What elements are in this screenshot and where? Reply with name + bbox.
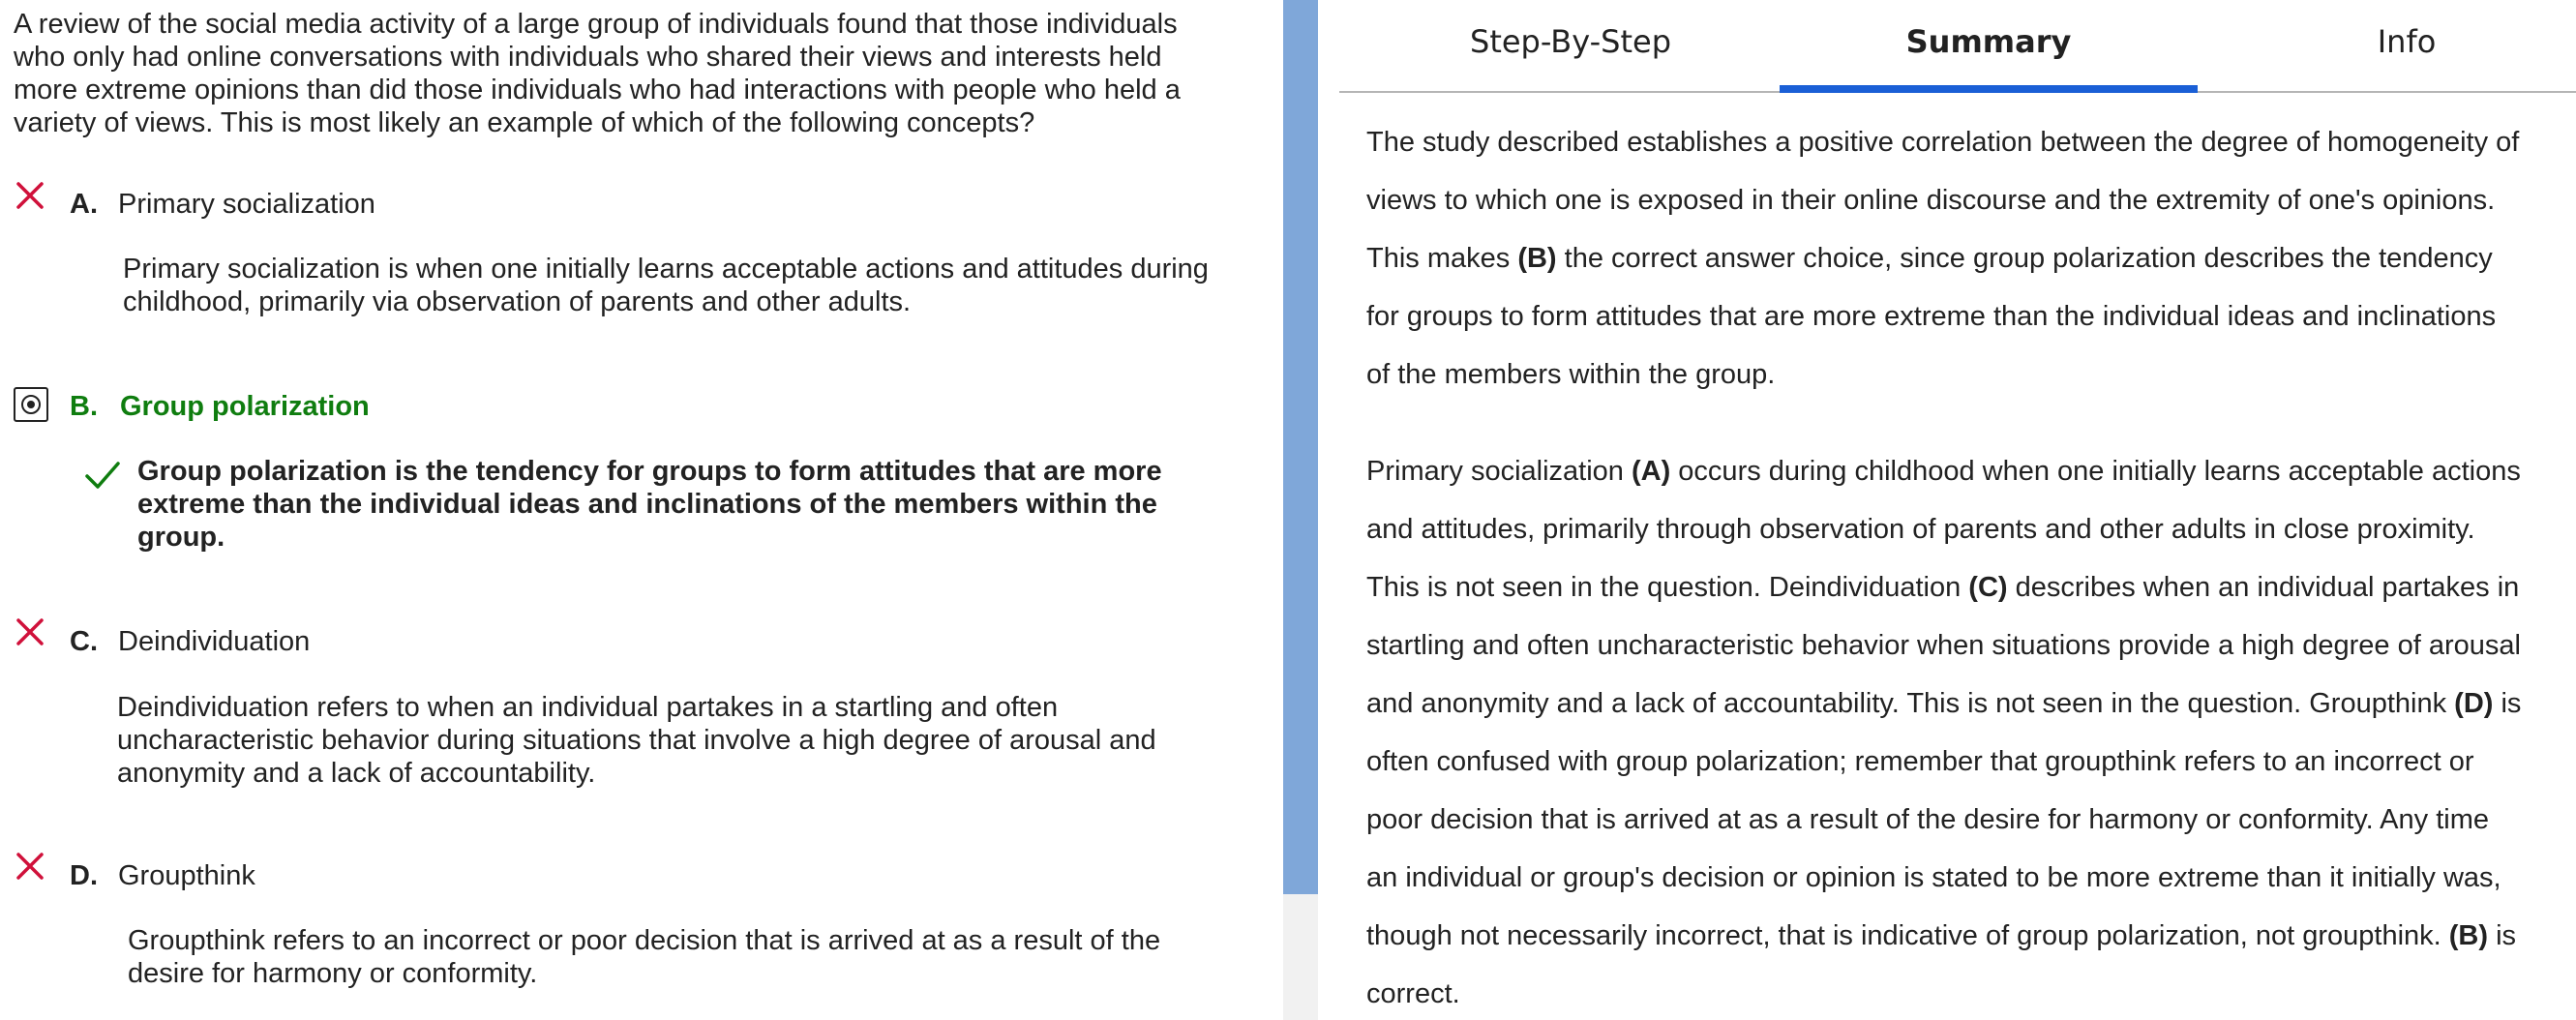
tab-summary[interactable]: Summary <box>1905 23 2072 60</box>
question-panel <box>0 0 1283 1020</box>
explanation-panel <box>1318 0 2576 1020</box>
choice-letter: D. <box>70 860 98 891</box>
tab-info[interactable]: Info <box>2377 23 2437 60</box>
answer-reference: (D) <box>2454 688 2494 719</box>
choice-letter: C. <box>70 626 98 657</box>
choice-explanation <box>137 455 1270 554</box>
x-icon <box>15 181 45 210</box>
tab-bar <box>1339 0 2576 93</box>
explanation-line: anonymity and a lack of accountability. <box>117 758 596 789</box>
choice-letter: B. <box>70 391 98 422</box>
x-icon <box>15 617 45 646</box>
choice-explanation <box>128 924 1270 990</box>
explanation-line: Primary socialization is when one initially learns acceptable actions and attitudes during <box>123 254 1209 285</box>
question-line: variety of views. This is most likely an example of which of the following concepts? <box>14 107 1035 138</box>
checkmark-icon <box>83 459 122 492</box>
question-line: who only had online conversations with individuals who shared their views and interests held <box>14 42 1162 73</box>
choice-label: Group polarization <box>120 391 370 422</box>
explanation-line: uncharacteristic behavior during situations that involve a high degree of arousal and <box>117 725 1156 756</box>
summary-paragraph: The study described establishes a positive correlation between the degree of homogeneity of views to which one is exposed in their online discourse and the extremity of one's opinions. This makes (B) the correct answer choice, since group polarization describes the tendency for groups to form attitudes that are more extreme than the individual ideas and inclinations of the members within the group. <box>1366 127 2520 390</box>
choice-explanation <box>117 691 1269 790</box>
explanation-line: Deindividuation refers to when an individual partakes in a startling and often <box>117 692 1059 723</box>
choice-label: Groupthink <box>118 860 255 891</box>
explanation-line: childhood, primarily via observation of parents and other adults. <box>123 286 912 317</box>
explanation-line: extreme than the individual ideas and inclinations of the members within the <box>137 489 1157 520</box>
x-icon <box>15 852 45 881</box>
explanation-line: Group polarization is the tendency for groups to form attitudes that are more <box>137 456 1162 487</box>
radio-selected-icon <box>14 387 48 422</box>
question-text <box>14 8 1272 139</box>
question-line: more extreme opinions than did those individuals who had interactions with people who held a <box>14 75 1181 105</box>
question-line: A review of the social media activity of a large group of individuals found that those individuals <box>14 9 1178 40</box>
radio-ring <box>21 395 41 414</box>
choice-letter: A. <box>70 189 98 220</box>
answer-reference: (B) <box>2448 920 2489 951</box>
choice-explanation <box>123 253 1274 318</box>
answer-reference: (A) <box>1631 456 1671 487</box>
choice-label: Primary socialization <box>118 189 375 220</box>
scrollbar-thumb[interactable] <box>1283 0 1318 894</box>
explanation-line: group. <box>137 522 225 553</box>
radio-dot <box>27 401 35 408</box>
tab-step-by-step[interactable]: Step-By-Step <box>1470 23 1671 60</box>
explanation-line: desire for harmony or conformity. <box>128 958 538 989</box>
summary-paragraph: Primary socialization (A) occurs during childhood when one initially learns acceptable actions and attitudes, primarily through observation of parents and other adults in close proximity. This is not seen in the question. Deindividuation (C) describes when an individual partakes in startling and often uncharacteristic behavior when situations provide a high degree of arousal and anonymity and a lack of accountability. This is not seen in the question. Groupthink (D) is often confused with group polarization; remember that groupthink refers to an incorrect or poor decision that is arrived at as a result of the desire for harmony or conformity. Any time an individual or group's decision or opinion is stated to be more extreme than it initially was, though not necessarily incorrect, that is indicative of group polarization, not groupthink. (B) is correct. <box>1366 456 2522 1009</box>
explanation-line: Groupthink refers to an incorrect or poor decision that is arrived at as a result of the <box>128 925 1161 956</box>
choice-label: Deindividuation <box>118 626 311 657</box>
active-tab-indicator <box>1780 85 2198 93</box>
answer-reference: (C) <box>1968 572 2008 603</box>
answer-reference: (B) <box>1517 243 1557 274</box>
scrollbar[interactable] <box>1283 0 1318 1020</box>
